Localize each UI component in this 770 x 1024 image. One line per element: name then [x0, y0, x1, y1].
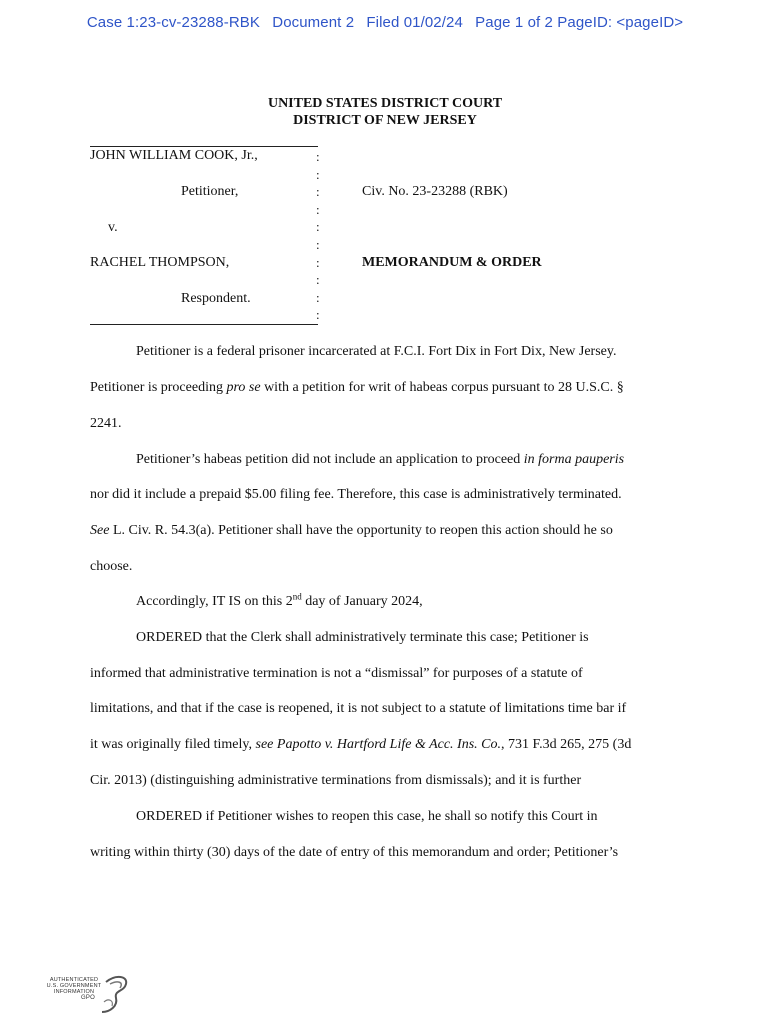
seal-line: AUTHENTICATED — [49, 977, 99, 983]
colon: : — [316, 166, 320, 182]
italic-text-run: see Papotto v. Hartford Life & Acc. Ins. Co. — [255, 737, 502, 752]
text-run: , 731 F.3d 265, 275 (3d — [501, 737, 632, 752]
filed-date: Filed 01/02/24 — [366, 14, 463, 31]
seal-line: U.S. GOVERNMENT — [46, 983, 102, 989]
text-run: Petitioner is proceeding — [90, 380, 227, 395]
page-info: Page 1 of 2 PageID: <pageID> — [475, 14, 684, 31]
text-run: Accordingly, IT IS on this 2 — [136, 594, 293, 609]
caption-colon-column — [316, 148, 326, 324]
text-run: L. Civ. R. 54.3(a). Petitioner shall have the opportunity to reopen this action should he so — [109, 523, 613, 538]
colon: : — [316, 201, 320, 217]
text-run: Petitioner’s habeas petition did not include an application to proceed — [136, 452, 524, 467]
text-run: with a petition for writ of habeas corpus pursuant to 28 U.S.C. § — [260, 380, 624, 395]
colon: : — [316, 184, 320, 200]
document-title: MEMORANDUM & ORDER — [362, 255, 542, 270]
paragraph-5-line-2: writing within thirty (30) days of the date of entry of this memorandum and order; Petitioner’s — [90, 845, 619, 860]
paragraph-4-line-4 — [90, 737, 631, 753]
paragraph-1-line-3: 2241. — [90, 416, 122, 431]
paragraph-3 — [136, 591, 423, 610]
case-caption — [90, 140, 690, 330]
colon: : — [316, 149, 320, 164]
italic-text-run: See — [90, 523, 110, 538]
civil-number: Civ. No. 23-23288 (RBK) — [362, 184, 508, 199]
paragraph-4-line-1: ORDERED that the Clerk shall administratively terminate this case; Petitioner is — [136, 630, 589, 645]
petitioner-role: Petitioner, — [181, 184, 239, 199]
versus: v. — [108, 220, 118, 235]
case-number: Case 1:23-cv-23288-RBK — [86, 14, 260, 31]
colon: : — [316, 254, 320, 270]
paragraph-4-line-2: informed that administrative termination is not a “dismissal” for purposes of a statute of — [90, 666, 583, 681]
court-title — [0, 95, 770, 129]
text-run: day of January 2024, — [301, 594, 423, 609]
colon: : — [316, 236, 320, 252]
superscript: nd — [292, 591, 302, 602]
paragraph-1-line-1: Petitioner is a federal prisoner incarcerated at F.C.I. Fort Dix in Fort Dix, New Jersey. — [136, 344, 617, 359]
colon: : — [316, 272, 320, 288]
court-district: DISTRICT OF NEW JERSEY — [293, 113, 477, 128]
paragraph-2-line-3 — [90, 523, 613, 539]
paragraph-5-line-1: ORDERED if Petitioner wishes to reopen this case, he shall so notify this Court in — [136, 809, 598, 824]
paragraph-2-line-1 — [136, 452, 624, 468]
document-number: Document 2 — [272, 14, 355, 31]
paragraph-2-line-2: nor did it include a prepaid $5.00 filing fee. Therefore, this case is administratively terminated. — [90, 487, 622, 502]
seal-line: INFORMATION — [53, 989, 95, 995]
petitioner-name: JOHN WILLIAM COOK, Jr., — [90, 148, 258, 163]
colon: : — [316, 289, 320, 305]
court-name: UNITED STATES DISTRICT COURT — [267, 96, 503, 111]
paragraph-4-line-3: limitations, and that if the case is reopened, it is not subject to a statute of limitations time bar if — [90, 701, 627, 716]
caption-top-rule — [90, 146, 318, 147]
italic-text-run: pro se — [226, 380, 261, 395]
caption-bottom-rule — [90, 324, 318, 325]
respondent-name: RACHEL THOMPSON, — [90, 255, 230, 270]
italic-text-run: in forma pauperis — [523, 452, 625, 467]
seal-line: GPO — [81, 995, 95, 1001]
gpo-authentication-seal — [44, 977, 104, 1001]
respondent-role: Respondent. — [181, 291, 251, 306]
colon: : — [316, 219, 320, 235]
filing-header-stamp — [0, 14, 770, 31]
paragraph-2-line-4: choose. — [90, 559, 133, 574]
text-run: it was originally filed timely, — [90, 737, 256, 752]
paragraph-1-line-2 — [90, 380, 624, 396]
paragraph-4-line-5: Cir. 2013) (distinguishing administrative terminations from dismissals); and it is further — [90, 773, 582, 788]
colon: : — [316, 307, 320, 323]
